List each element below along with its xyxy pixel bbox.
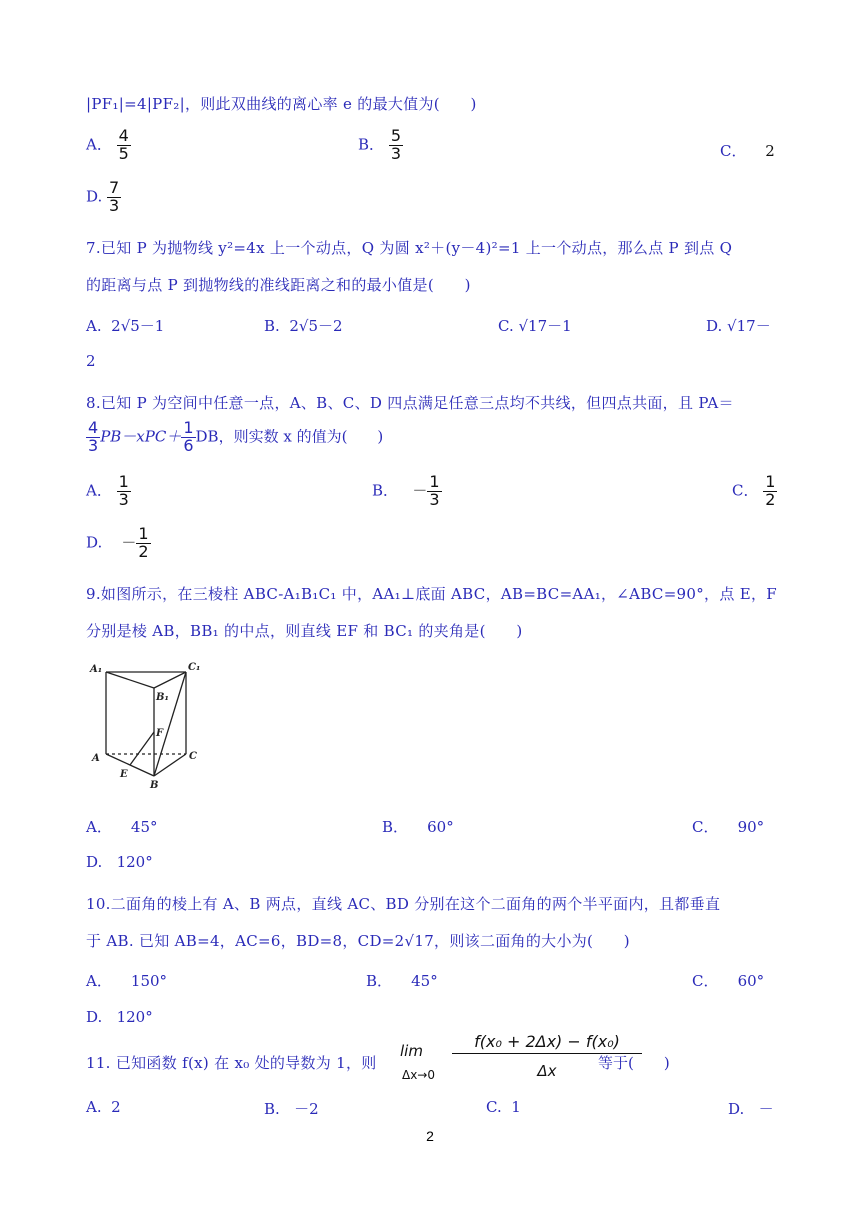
q9-option-c[interactable]: C． 90°	[692, 818, 765, 836]
q9-stem-line2: 分别是棱 AB，BB₁ 的中点，则直线 EF 和 BC₁ 的夹角是( )	[86, 622, 523, 640]
q7-stem-line1: 7.已知 P 为抛物线 y²=4x 上一个动点，Q 为圆 x²＋(y－4)²=1 上一个动点，那么点 P 到点 Q	[86, 239, 733, 257]
q11-stem-post: 等于( )	[598, 1054, 670, 1072]
q6-option-c[interactable]: C． 2	[720, 142, 775, 160]
q9-option-a[interactable]: A． 45°	[86, 818, 158, 836]
q11-denominator: Δx	[537, 1062, 557, 1080]
q10-option-c[interactable]: C． 60°	[692, 972, 765, 990]
segment-ef	[130, 732, 154, 765]
q11-numerator: f(x₀ + 2Δx) − f(x₀)	[452, 1032, 642, 1054]
label-f: F	[156, 728, 164, 739]
q7-stem-line2: 的距离与点 P 到抛物线的准线距离之和的最小值是( )	[86, 276, 471, 294]
q11-option-d[interactable]: D. －	[728, 1100, 774, 1118]
q11-option-c[interactable]: C. 1	[486, 1098, 521, 1116]
label-c1: C₁	[188, 662, 201, 673]
q8-option-a[interactable]: A． $\frac{1}{3}$	[86, 472, 129, 509]
label-b: B	[150, 780, 159, 791]
q6-option-b-fraction: $\frac{5}{3}$	[390, 126, 401, 163]
q6-option-a-fraction: $\frac{4}{5}$	[118, 126, 129, 163]
q9-option-b[interactable]: B． 60°	[382, 818, 454, 836]
q9-stem-line1: 9.如图所示，在三棱柱 ABC-A₁B₁C₁ 中，AA₁⊥底面 ABC，AB=BC=AA₁，∠ABC=90°，点 E，F	[86, 585, 777, 603]
q8-coef-frac2: $\frac{1}{6}$	[183, 418, 194, 455]
q11-option-a[interactable]: A. 2	[86, 1098, 121, 1116]
q6-option-d[interactable]: D. $\frac{7}{3}$	[86, 178, 120, 215]
q10-stem-line1: 10.二面角的棱上有 A、B 两点，直线 AC、BD 分别在这个二面角的两个半平面内，且都垂直	[86, 895, 721, 913]
q6-stem: |PF₁|=4|PF₂|，则此双曲线的离心率 e 的最大值为( )	[86, 95, 477, 113]
segment-bc1	[154, 672, 186, 776]
q8-option-c[interactable]: C． $\frac{1}{2}$	[732, 472, 776, 509]
q7-option-c[interactable]: C. √17－1	[498, 317, 572, 335]
label-a1: A₁	[90, 664, 103, 675]
q11-lim: lim	[400, 1042, 423, 1060]
q6-option-a-label: A．	[86, 135, 112, 154]
q11-lim-sub: Δx→0	[402, 1068, 435, 1082]
edge-bc	[154, 754, 186, 776]
prism-figure	[86, 660, 226, 800]
q6-option-b[interactable]	[358, 128, 403, 163]
q10-stem-line2: 于 AB. 已知 AB=4，AC=6，BD=8，CD=2√17，则该二面角的大小为( )	[86, 932, 630, 950]
q7-option-d-wrap: 2	[86, 352, 96, 370]
q10-option-d[interactable]: D. 120°	[86, 1008, 153, 1026]
q8-stem-line1: 8.已知 P 为空间中任意一点，A、B、C、D 四点满足任意三点均不共线，但四点共面，且 PA＝	[86, 394, 734, 412]
q8-option-d[interactable]: D. － $\frac{1}{2}$	[86, 524, 149, 561]
page-number: 2	[426, 1128, 434, 1144]
q6-option-b-label: B．	[358, 135, 385, 154]
edge-a1b1	[106, 672, 154, 688]
q8-coef-frac: $\frac{4}{3}$	[88, 418, 99, 455]
q8-option-b[interactable]: B． － $\frac{1}{3}$	[372, 472, 440, 509]
q8-stem-line2: $\frac{4}{3}$ PB－xPC＋ $\frac{1}{6}$ DB，则实数 x 的值为( )	[88, 418, 384, 455]
q7-option-d[interactable]: D. √17－	[706, 317, 771, 335]
label-c: C	[189, 751, 197, 762]
q11-stem-pre: 11. 已知函数 f(x) 在 x₀ 处的导数为 1，则	[86, 1054, 377, 1072]
q10-option-a[interactable]: A． 150°	[86, 972, 168, 990]
q7-option-b[interactable]: B. 2√5－2	[264, 317, 343, 335]
q11-option-b[interactable]: B. －2	[264, 1100, 319, 1118]
label-b1: B₁	[156, 692, 169, 703]
label-a: A	[92, 753, 100, 764]
q10-option-b[interactable]: B． 45°	[366, 972, 438, 990]
q7-option-a[interactable]: A. 2√5－1	[86, 317, 165, 335]
label-e: E	[120, 769, 128, 780]
q9-option-d[interactable]: D. 120°	[86, 853, 153, 871]
q6-option-d-fraction: $\frac{7}{3}$	[109, 178, 120, 215]
q6-option-a[interactable]	[86, 128, 131, 163]
